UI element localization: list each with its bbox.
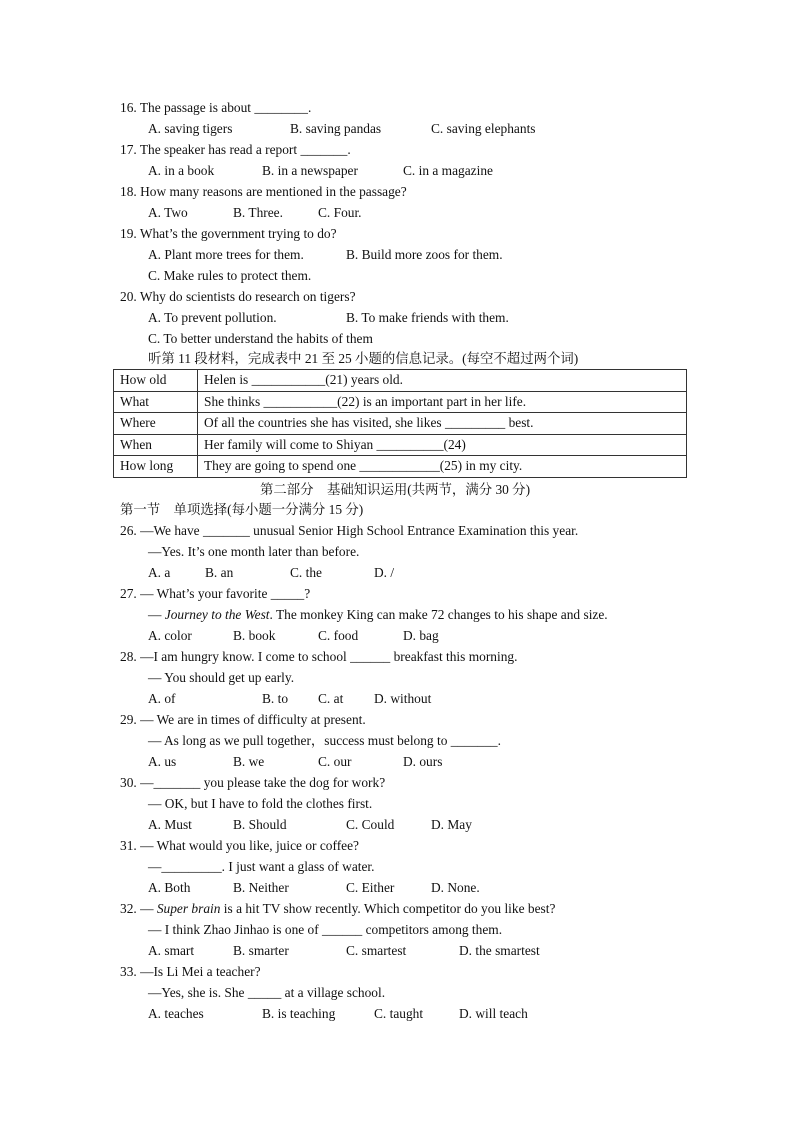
part2-title: 第二部分 基础知识运用(共两节，满分 30 分) bbox=[260, 482, 531, 497]
question-18: 18. How many reasons are mentioned in the passage? bbox=[120, 184, 407, 199]
q16-option-a: A. saving tigers bbox=[148, 121, 233, 136]
q20-option-c: C. To better understand the habits of them bbox=[148, 331, 373, 346]
q30-option-d: D. May bbox=[431, 817, 472, 832]
table-value: Her family will come to Shiyan __________(24) bbox=[198, 434, 687, 456]
table-key: How long bbox=[114, 456, 198, 478]
question-rest: is a hit TV show recently. Which competitor do you like best? bbox=[220, 901, 556, 916]
q28-option-d: D. without bbox=[374, 691, 432, 706]
show-title: Super brain bbox=[156, 901, 221, 916]
q33-option-d: D. will teach bbox=[459, 1006, 528, 1021]
q32-option-c: C. smartest bbox=[346, 943, 407, 958]
q17-option-b: B. in a newspaper bbox=[262, 163, 358, 178]
q18-option-a: A. Two bbox=[148, 205, 188, 220]
question-26-reply: —Yes. It’s one month later than before. bbox=[148, 544, 360, 559]
q33-option-a: A. teaches bbox=[148, 1006, 204, 1021]
q26-option-b: B. an bbox=[205, 565, 234, 580]
info-table bbox=[113, 369, 687, 478]
q32-option-a: A. smart bbox=[148, 943, 195, 958]
table-row bbox=[114, 391, 687, 413]
q31-option-c: C. Either bbox=[346, 880, 395, 895]
reply-rest: . The monkey King can make 72 changes to his shape and size. bbox=[269, 607, 608, 622]
q31-option-d: D. None. bbox=[431, 880, 480, 895]
q17-option-c: C. in a magazine bbox=[403, 163, 493, 178]
q19-option-c: C. Make rules to protect them. bbox=[148, 268, 312, 283]
question-31: 31. — What would you like, juice or coffee? bbox=[120, 838, 359, 853]
question-prefix: 32. — bbox=[120, 901, 157, 916]
question-28-reply: — You should get up early. bbox=[148, 670, 295, 685]
table-value: Of all the countries she has visited, she likes _________ best. bbox=[198, 413, 687, 435]
question-20: 20. Why do scientists do research on tigers? bbox=[120, 289, 356, 304]
q29-option-a: A. us bbox=[148, 754, 177, 769]
q30-option-a: A. Must bbox=[148, 817, 192, 832]
question-31-reply: —_________. I just want a glass of water. bbox=[148, 859, 375, 874]
question-26: 26. —We have _______ unusual Senior High School Entrance Examination this year. bbox=[120, 523, 579, 538]
q17-option-a: A. in a book bbox=[148, 163, 215, 178]
question-17: 17. The speaker has read a report _______. bbox=[120, 142, 351, 157]
q30-option-c: C. Could bbox=[346, 817, 395, 832]
table-key: How old bbox=[114, 370, 198, 392]
table-value: They are going to spend one ____________(25) in my city. bbox=[198, 456, 687, 478]
q31-option-b: B. Neither bbox=[233, 880, 289, 895]
question-28: 28. —I am hungry know. I come to school ______ breakfast this morning. bbox=[120, 649, 518, 664]
q32-option-b: B. smarter bbox=[233, 943, 289, 958]
question-29-reply: — As long as we pull together，success must belong to _______. bbox=[148, 733, 501, 748]
q27-option-d: D. bag bbox=[403, 628, 439, 643]
table-value: Helen is ___________(21) years old. bbox=[198, 370, 687, 392]
q26-option-a: A. a bbox=[148, 565, 171, 580]
q19-option-b: B. Build more zoos for them. bbox=[346, 247, 503, 262]
question-19: 19. What’s the government trying to do? bbox=[120, 226, 337, 241]
q28-option-a: A. of bbox=[148, 691, 176, 706]
q16-option-b: B. saving pandas bbox=[290, 121, 382, 136]
q26-option-d: D. / bbox=[374, 565, 395, 580]
q33-option-c: C. taught bbox=[374, 1006, 424, 1021]
section1-title: 第一节 单项选择(每小题一分满分 15 分) bbox=[120, 502, 364, 517]
q20-option-b: B. To make friends with them. bbox=[346, 310, 509, 325]
question-29: 29. — We are in times of difficulty at present. bbox=[120, 712, 366, 727]
question-30: 30. —_______ you please take the dog for work? bbox=[120, 775, 386, 790]
q29-option-d: D. ours bbox=[403, 754, 443, 769]
table-row bbox=[114, 413, 687, 435]
q27-option-b: B. book bbox=[233, 628, 276, 643]
q29-option-c: C. our bbox=[318, 754, 352, 769]
q32-option-d: D. the smartest bbox=[459, 943, 540, 958]
reply-prefix: — bbox=[148, 607, 165, 622]
table-row bbox=[114, 456, 687, 478]
question-32-reply: — I think Zhao Jinhao is one of ______ competitors among them. bbox=[148, 922, 503, 937]
question-32 bbox=[120, 901, 555, 917]
table-key: When bbox=[114, 434, 198, 456]
q18-option-b: B. Three. bbox=[233, 205, 283, 220]
q30-option-b: B. Should bbox=[233, 817, 287, 832]
table-instruction: 听第 11 段材料，完成表中 21 至 25 小题的信息记录。(每空不超过两个词) bbox=[148, 351, 579, 366]
question-33-reply: —Yes, she is. She _____ at a village school. bbox=[148, 985, 386, 1000]
q28-option-b: B. to bbox=[262, 691, 289, 706]
q16-option-c: C. saving elephants bbox=[431, 121, 536, 136]
q27-option-c: C. food bbox=[318, 628, 359, 643]
q26-option-c: C. the bbox=[290, 565, 322, 580]
question-16: 16. The passage is about ________. bbox=[120, 100, 312, 115]
q19-option-a: A. Plant more trees for them. bbox=[148, 247, 304, 262]
q29-option-b: B. we bbox=[233, 754, 265, 769]
table-row bbox=[114, 434, 687, 456]
q18-option-c: C. Four. bbox=[318, 205, 362, 220]
question-30-reply: — OK, but I have to fold the clothes first. bbox=[148, 796, 373, 811]
table-value: She thinks ___________(22) is an important part in her life. bbox=[198, 391, 687, 413]
question-27: 27. — What’s your favorite _____? bbox=[120, 586, 311, 601]
q27-option-a: A. color bbox=[148, 628, 192, 643]
question-33: 33. —Is Li Mei a teacher? bbox=[120, 964, 261, 979]
book-title: Journey to the West bbox=[164, 607, 270, 622]
q31-option-a: A. Both bbox=[148, 880, 191, 895]
table-key: What bbox=[114, 391, 198, 413]
q28-option-c: C. at bbox=[318, 691, 344, 706]
table-row bbox=[114, 370, 687, 392]
table-key: Where bbox=[114, 413, 198, 435]
q20-option-a: A. To prevent pollution. bbox=[148, 310, 277, 325]
q33-option-b: B. is teaching bbox=[262, 1006, 336, 1021]
question-27-reply bbox=[148, 607, 608, 623]
